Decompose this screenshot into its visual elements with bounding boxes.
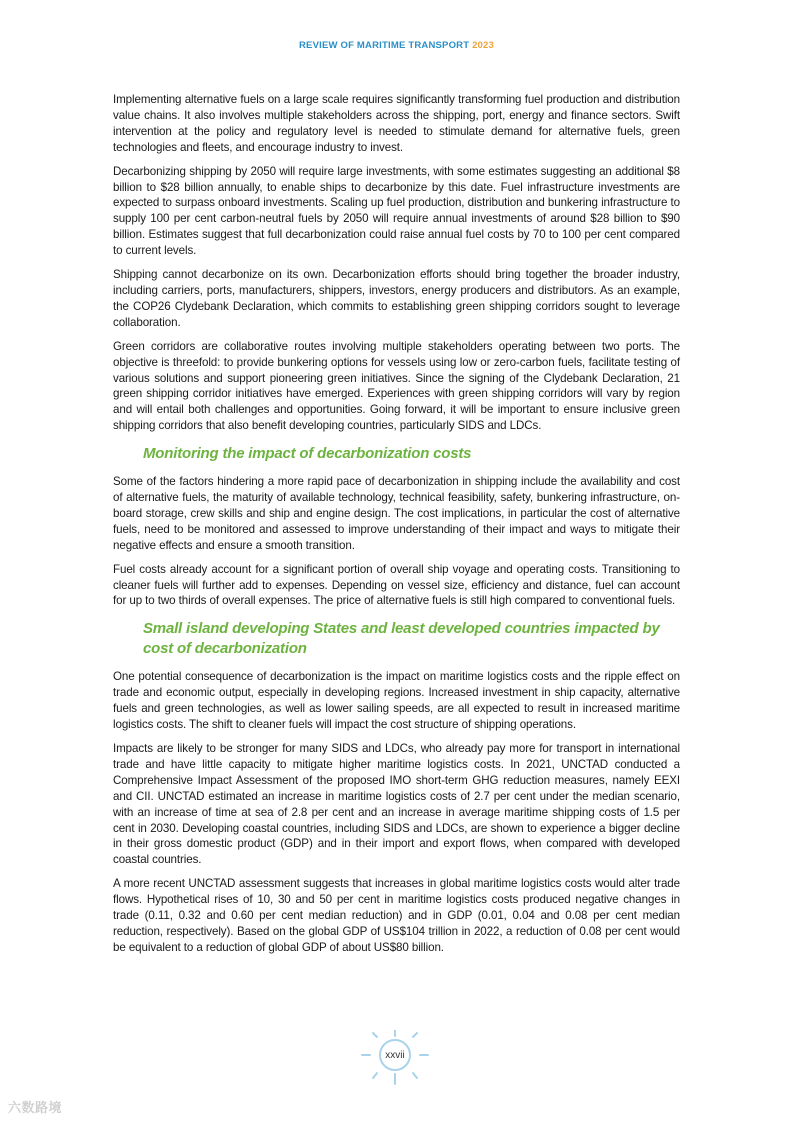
watermark: 六数路境 bbox=[8, 1100, 63, 1115]
header-title: REVIEW OF MARITIME TRANSPORT bbox=[298, 40, 470, 51]
paragraph: Green corridors are collaborative routes involving multiple stakeholders operating between two ports. The objective is threefold: to provide bunkering options for vessels using low or zero-carbon fuels, facilitate testing of various solutions and support pioneering green initiatives. Since the signing of the Clydebank Declaration, 21 green shipping corridor initiatives have emerged. Experiences with green shipping corridors will vary by region and will entail both challenges and opportunities. Going forward, it will be important to ensure inclusive green shipping corridors that also benefit developing countries, particularly SIDS and LDCs. bbox=[113, 339, 680, 433]
paragraph: A more recent UNCTAD assessment suggests that increases in global maritime logistics costs would alter trade flows. Hypothetical rises of 10, 30 and 50 per cent in maritime logistics costs produced negative changes in trade (0.11, 0.32 and 0.60 per cent median reduction) and in GDP (0.01, 0.04 and 0.08 per cent median reduction, respectively). Based on the global GDP of US$104 trillion in 2022, a reduction of 0.08 per cent would be equivalent to a reduction of global GDP of about US$80 billion. bbox=[113, 877, 680, 954]
page-footer bbox=[360, 1030, 430, 1116]
page-number: xxvii bbox=[385, 1050, 405, 1061]
sun-rays-icon bbox=[360, 1030, 430, 1116]
paragraph: Some of the factors hindering a more rapid pace of decarbonization in shipping include the availability and cost of alternative fuels, the maturity of available technology, technical feasibility, safety, bunkering infrastructure, on-board storage, crew skills and ship and engine design. The cost implications, in particular the cost of alternative fuels, need to be monitored and assessed to improve understanding of their impact and ways to mitigate their negative effects and ensure a smooth transition. bbox=[113, 475, 680, 552]
header-year: 2023 bbox=[472, 40, 495, 51]
paragraph: Shipping cannot decarbonize on its own. Decarbonization efforts should bring together the broader industry, including carriers, ports, manufacturers, shippers, investors, energy producers and distributors. As an example, the COP26 Clydebank Declaration, which commits to establishing green shipping corridors sought to leverage collaboration. bbox=[113, 268, 680, 329]
paragraph: Impacts are likely to be stronger for many SIDS and LDCs, who already pay more for transport in international trade and have little capacity to mitigate higher maritime logistics costs. In 2021, UNCTAD conducted a Comprehensive Impact Assessment of the proposed IMO short-term GHG reduction measures, namely EEXI and CII. UNCTAD estimated an increase in maritime logistics costs of 2.7 per cent under the median scenario, with an increase of time at sea of 2.8 per cent and an increase in average maritime shipping costs of 1.5 per cent in 2030. Developing coastal countries, including SIDS and LDCs, are shown to experience a bigger decline in their gross domestic product (GDP) and in their import and export flows, when compared with developed coastal countries. bbox=[113, 742, 680, 867]
paragraph: Fuel costs already account for a significant portion of overall ship voyage and operating costs. Transitioning to cleaner fuels will further add to expenses. Depending on vessel size, efficiency and distance, fuel can account for up to two thirds of overall expenses. The price of alternative fuels is still high compared to conventional fuels. bbox=[113, 562, 680, 608]
main-content bbox=[113, 92, 680, 964]
paragraph: Implementing alternative fuels on a large scale requires significantly transforming fuel production and distribution value chains. It also involves multiple stakeholders across the shipping, port, energy and finance sectors. Swift intervention at the policy and regulatory level is needed to stimulate demand for alternative fuels, green technologies and fleets, and encourage industry to invest. bbox=[113, 93, 680, 154]
running-header bbox=[0, 40, 793, 51]
section-heading-sids-ldcs: Small island developing States and least developed countries impacted by cost of decarbonization bbox=[143, 620, 660, 658]
section-heading-monitoring: Monitoring the impact of decarbonization costs bbox=[143, 445, 472, 463]
paragraph: Decarbonizing shipping by 2050 will require large investments, with some estimates suggesting an additional $8 billion to $28 billion annually, to enable ships to decarbonize by this date. Fuel infrastructure investments are expected to surpass onboard investments. Scaling up fuel production, distribution and bunkering infrastructure to supply 100 per cent carbon-neutral fuels by 2050 will require annual investments of around $28 billion to $90 billion. Estimates suggest that full decarbonization could raise annual fuel costs by 70 to 100 per cent compared to current levels. bbox=[113, 164, 680, 258]
paragraph: One potential consequence of decarbonization is the impact on maritime logistics costs and the ripple effect on trade and economic output, especially in developing regions. Increased investment in ship capacity, alternative fuels and green technologies, as well as lower sailing speeds, are all expected to result in increased maritime logistics costs. The shift to cleaner fuels will impact the cost structure of shipping operations. bbox=[113, 670, 680, 732]
